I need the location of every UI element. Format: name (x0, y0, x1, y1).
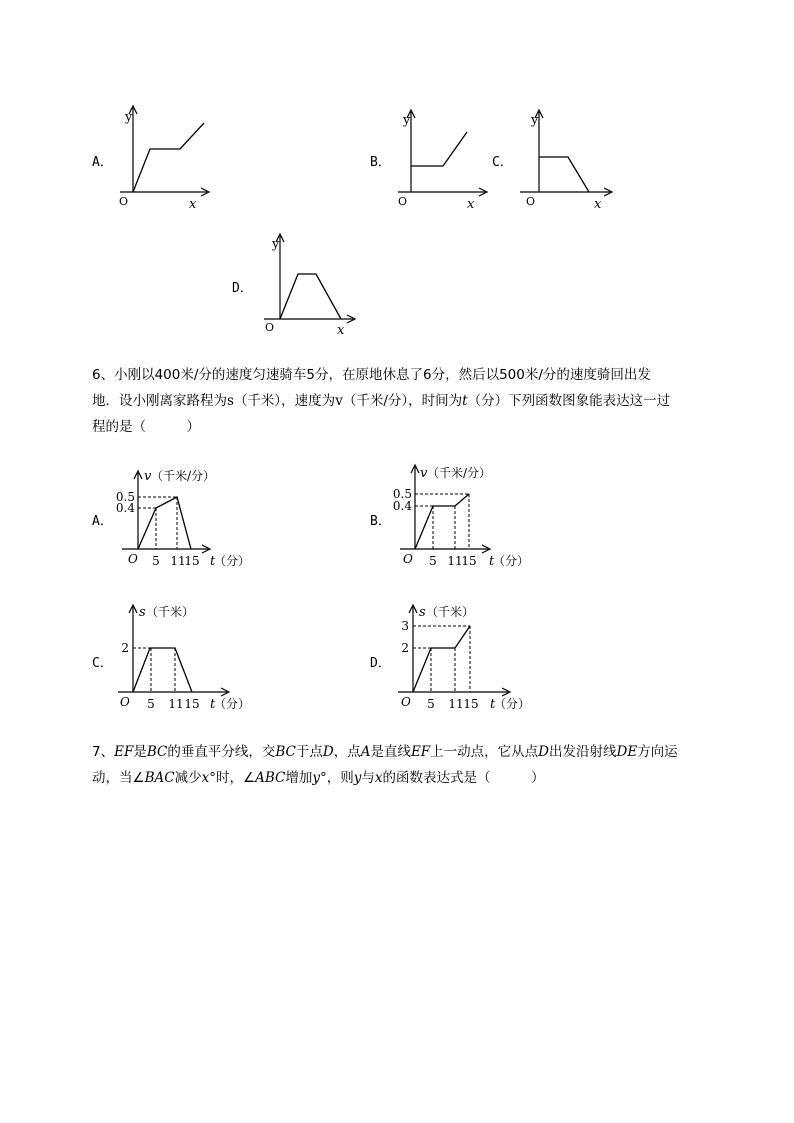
xtick: 11 (170, 554, 186, 568)
axis-unit: （千米/分） (427, 466, 492, 480)
var-t: t (462, 393, 468, 409)
text-segment: 与 (361, 770, 375, 786)
var-y: y (353, 770, 362, 786)
y-label: y (531, 113, 539, 128)
text-segment: 方向运 (637, 744, 678, 760)
text-segment: 是直线 (370, 744, 411, 760)
var-bac: BAC (144, 770, 175, 786)
question-7-text (92, 739, 742, 791)
xtick: 11 (448, 697, 464, 711)
var-abc: ABC (255, 770, 286, 786)
ytick: 0.5 (115, 490, 135, 504)
y-label: y (403, 113, 411, 128)
text-segment: 增加 (285, 770, 313, 786)
origin-label: O (398, 195, 408, 208)
var-bc: BC (146, 744, 168, 760)
text-segment: 地．设小刚离家路程为 (92, 393, 227, 409)
var-ef: EF (410, 744, 431, 760)
xtick: 5 (427, 697, 435, 711)
text-segment: 的垂直平分线，交 (167, 744, 276, 760)
option-label: A． (92, 155, 113, 170)
q6-line-3: 程的是（ ） (92, 419, 200, 435)
origin-label: O (526, 195, 536, 208)
var-a: A (360, 744, 371, 760)
text-segment: 动，当∠ (92, 770, 145, 786)
var-x: x (201, 770, 210, 786)
ytick: 3 (401, 619, 409, 633)
text-segment: 的函数表达式是（ ） (382, 770, 545, 786)
axis-unit: （千米） (426, 605, 475, 619)
graph-line (413, 626, 470, 692)
ytick: 0.4 (115, 501, 135, 515)
text-segment: °时，∠ (209, 770, 256, 786)
xtick: 15 (184, 554, 200, 568)
t-unit: （分） (214, 554, 251, 568)
var-x: x (374, 770, 383, 786)
t-unit: （分） (214, 697, 251, 711)
var-d: D (538, 744, 549, 760)
option-label: D． (370, 656, 391, 671)
text-segment: 于点 (295, 744, 323, 760)
text-segment: °，则 (319, 770, 354, 786)
origin-label: O (119, 195, 129, 208)
axis-unit: （千米） (146, 605, 195, 619)
var-de: DE (616, 744, 638, 760)
axis-unit: （千米/分） (151, 469, 216, 483)
xtick: 15 (463, 697, 479, 711)
origin-label: O (128, 552, 138, 566)
x-label: x (594, 197, 602, 212)
text-segment: （千米/分），时间为 (342, 393, 463, 409)
q6-line-1: 6、小刚以400米/分的速度匀速骑车5分，在原地休息了6分，然后以500米/分的速度骑回出发 (92, 367, 651, 383)
origin-label: O (403, 552, 413, 566)
q7-line-2 (92, 765, 742, 791)
text-segment: （分）下列函数图象能表达这一过 (467, 393, 671, 409)
y-label: y (272, 237, 280, 252)
xtick: 5 (152, 554, 160, 568)
var-y: y (312, 770, 320, 786)
xtick: 15 (184, 697, 200, 711)
origin-label: O (120, 695, 130, 709)
axis-var: v (420, 466, 428, 481)
t-label: t (490, 697, 496, 712)
axis-var: s (139, 605, 146, 620)
xtick: 11 (168, 697, 184, 711)
var-s: s (227, 393, 234, 409)
option-label: B． (370, 155, 391, 170)
xtick: 5 (147, 697, 155, 711)
axis-var: s (419, 605, 426, 620)
text-segment: ，点 (333, 744, 361, 760)
xtick: 15 (461, 554, 477, 568)
text-segment: 7、 (92, 744, 115, 760)
option-label: B． (370, 514, 391, 529)
var-v: v (335, 393, 343, 409)
q7-line-1 (92, 739, 742, 765)
text-segment: 出发沿射线 (549, 744, 617, 760)
origin-label: O (401, 695, 411, 709)
x-label: x (189, 197, 197, 212)
text-segment: 是 (133, 744, 147, 760)
x-label: x (337, 323, 345, 338)
t-unit: （分） (494, 697, 531, 711)
xtick: 11 (447, 554, 463, 568)
t-label: t (210, 554, 216, 569)
ytick: 0.5 (392, 487, 412, 501)
ytick: 2 (121, 641, 129, 655)
t-unit: （分） (493, 554, 530, 568)
t-label: t (489, 554, 495, 569)
option-label: A． (92, 514, 113, 529)
var-d: D (322, 744, 334, 760)
ytick: 0.4 (392, 499, 412, 513)
var-ef: EF (114, 744, 134, 760)
text-segment: 上一动点，它从点 (430, 744, 539, 760)
text-segment: 减少 (174, 770, 202, 786)
option-label: C． (492, 155, 513, 170)
var-bc: BC (275, 744, 296, 760)
t-label: t (210, 697, 216, 712)
x-label: x (467, 197, 475, 212)
y-label: y (125, 110, 133, 125)
option-label: C． (92, 656, 113, 671)
option-label: D． (232, 281, 253, 296)
text-segment: （千米），速度为 (233, 393, 336, 409)
origin-label: O (265, 321, 275, 334)
axis-var: v (144, 469, 152, 484)
xtick: 5 (429, 554, 437, 568)
ytick: 2 (401, 641, 409, 655)
